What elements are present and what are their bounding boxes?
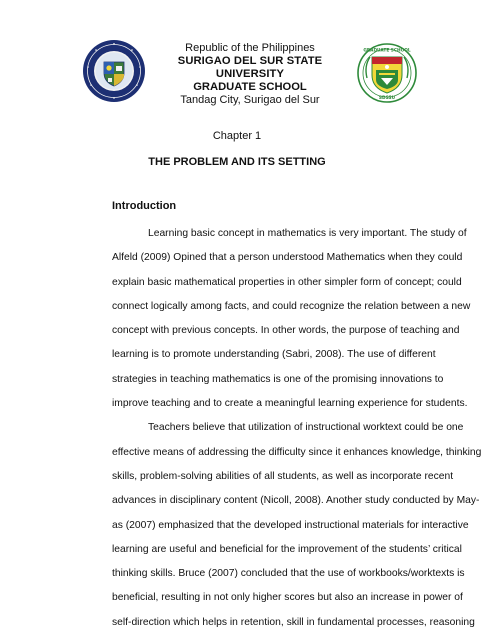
text-line: learning are useful and beneficial for the improvement of the students’ critical (112, 543, 462, 555)
paragraph (112, 222, 471, 416)
university-seal-icon (82, 39, 146, 103)
text-line: effective means of addressing the difficulty since it enhances knowledge, thinking (112, 446, 481, 458)
graduate-school-seal-icon (357, 42, 417, 104)
text-line: Alfeld (2009) Opined that a person understood Mathematics when they could (112, 252, 463, 264)
chapter-number: Chapter 1 (212, 130, 262, 142)
seal-bottom-text: SDSSU (378, 96, 396, 101)
address-line: Tandag City, Surigao del Sur (180, 94, 320, 106)
seal-top-text: GRADUATE SCHOOL (363, 48, 411, 54)
republic-line: Republic of the Philippines (185, 42, 315, 54)
university-name: SURIGAO DEL SUR STATE UNIVERSITY (177, 55, 323, 80)
text-line: learning is to promote understanding (Sabri, 2008). The use of different (112, 349, 436, 361)
text-line: concept with previous concepts. In other words, the purpose of teaching and (112, 325, 460, 337)
text-line: strategies in teaching mathematics is one of the promising innovations to (112, 373, 444, 385)
text-line: improve teaching and to create a meaningful learning experience for students. (112, 398, 468, 410)
letterhead (0, 38, 474, 108)
text-line: skills, problem-solving abilities of all students, as well as incorporate recent (112, 470, 454, 482)
text-line: Learning basic concept in mathematics is very important. The study of (148, 228, 467, 239)
graduate-school-line: GRADUATE SCHOOL (193, 81, 307, 93)
paragraph (112, 416, 481, 635)
section-heading: Introduction (112, 200, 177, 212)
text-line: as (2007) emphasized that the developed instructional materials for interactive (112, 519, 469, 531)
body-text (112, 222, 481, 635)
text-line: Teachers believe that utilization of instructional worktext could be one (148, 422, 464, 434)
text-line: connect logically among facts, and could recognize the relation between a new (112, 300, 471, 312)
chapter-title: THE PROBLEM AND ITS SETTING (148, 156, 326, 168)
institution-header (150, 42, 350, 107)
text-line: thinking skills. Bruce (2007) concluded that the use of workbooks/worktexts is (112, 568, 465, 580)
text-line: explain basic mathematical properties in other simpler form of concept; could (112, 276, 462, 288)
text-line: beneficial, resulting in not only higher scores but also an increase in power of (112, 592, 463, 604)
text-line: self-direction which helps in retention, skill in fundamental processes, reasoning (112, 616, 475, 628)
text-line: advances in disciplinary content (Nicoll, 2008). Another study conducted by May- (112, 495, 480, 507)
